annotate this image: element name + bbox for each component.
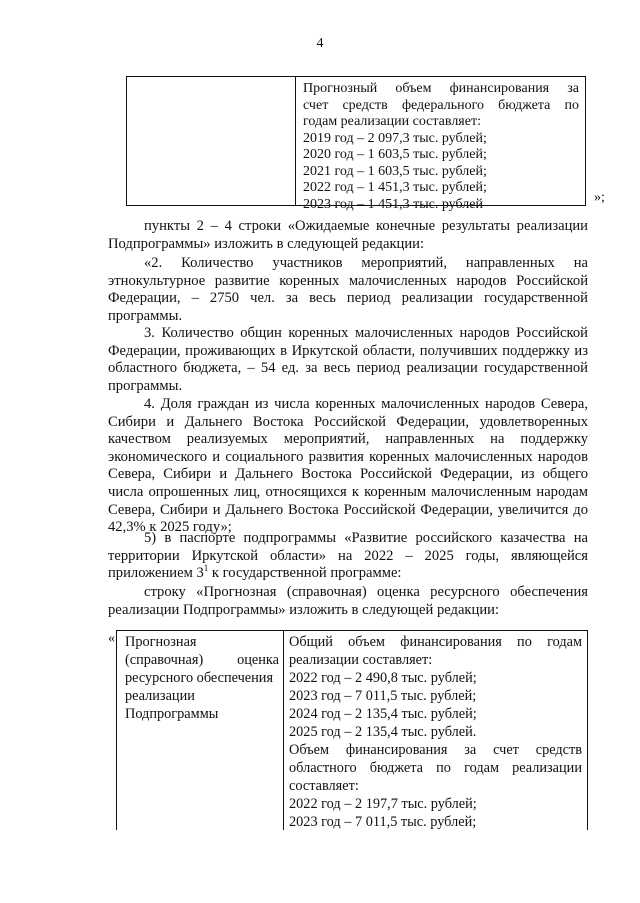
- paragraph-text: к государственной программе:: [208, 565, 402, 582]
- table-cell-values: [283, 630, 588, 830]
- paragraph: [108, 530, 588, 583]
- label-line: ресурсного обеспечения: [125, 670, 274, 686]
- table-line: 2019 год – 2 097,3 тыс. рублей;: [303, 130, 487, 146]
- table-resource-provision: [116, 630, 588, 830]
- table-line: счет средств федерального бюджета по: [303, 97, 579, 113]
- table-line: 2021 год – 1 603,5 тыс. рублей;: [303, 163, 487, 179]
- table-line: 2022 год – 2 197,7 тыс. рублей;: [289, 796, 477, 812]
- paragraph: пункты 2 – 4 строки «Ожидаемые конечные результаты реализации Подпрограммы» изложить в следующей редакции:: [108, 218, 588, 252]
- table-line: составляет:: [289, 778, 359, 794]
- label-line: Подпрограммы: [125, 706, 219, 722]
- paragraph: 3. Количество общин коренных малочисленных народов Российской Федерации, проживающих в Иркутской области, получивших поддержку из областного бюджета, – 54 ед. за весь период реализации государственной программы.: [108, 325, 588, 394]
- label-line: Прогнозная: [125, 634, 197, 650]
- label-line: [125, 651, 279, 669]
- table-cell-label: [116, 630, 284, 830]
- label-word: (справочная): [125, 652, 204, 668]
- table-line: 2022 год – 1 451,3 тыс. рублей;: [303, 180, 487, 195]
- table-line: 2022 год – 2 490,8 тыс. рублей;: [289, 670, 477, 686]
- closing-quote: »;: [594, 190, 605, 205]
- table-line: областного бюджета по годам реализации: [289, 760, 582, 776]
- table-line: 2023 год – 7 011,5 тыс. рублей;: [289, 688, 477, 704]
- table-line: 2020 год – 1 603,5 тыс. рублей;: [303, 147, 487, 162]
- label-word: оценка: [237, 652, 279, 668]
- table-line: Общий объем финансирования по годам: [289, 634, 582, 650]
- table-line: 2023 год – 7 011,5 тыс. рублей;: [289, 814, 477, 830]
- paragraph: 4. Доля граждан из числа коренных малочисленных народов Севера, Сибири и Дальнего Востока Российской Федерации, удовлетворенных качеством реализуемых мероприятий, направленных на поддержку экономического и социального развития коренных малочисленных народов Севера, Сибири и Дальнего Востока Российской Федерации, из общего числа опрошенных лиц, относящихся к коренным малочисленным народам Севера, Сибири и Дальнего Востока Российской Федерации, увеличится до 42,3% к 2025 году»;: [108, 396, 588, 536]
- superscript: 1: [203, 563, 209, 574]
- page-number: 4: [316, 36, 324, 51]
- table-continued: [126, 76, 586, 212]
- table-line: 2025 год – 2 135,4 тыс. рублей.: [289, 724, 477, 740]
- table-line: Объем финансирования за счет средств: [289, 742, 582, 758]
- table-line: годам реализации составляет:: [303, 114, 481, 129]
- paragraph: «2. Количество участников мероприятий, направленных на этнокультурное развитие коренных малочисленных народов Российской Федерации, – 2750 чел. за весь период реализации государственной программы.: [108, 255, 588, 324]
- table-line: 2024 год – 2 135,4 тыс. рублей;: [289, 706, 477, 722]
- opening-quote: «: [108, 631, 115, 646]
- label-line: реализации: [125, 688, 195, 704]
- paragraph: строку «Прогнозная (справочная) оценка ресурсного обеспечения реализации Подпрограммы» изложить в следующей редакции:: [108, 584, 588, 618]
- table-cell-left: [126, 76, 296, 206]
- table-line: реализации составляет:: [289, 652, 433, 668]
- table-line: Прогнозный объем финансирования за: [303, 81, 579, 96]
- paragraph-text: 5) в паспорте подпрограммы «Развитие российского казачества на территории Иркутской области» на 2022 – 2025 годы, являющейся приложением 3: [108, 530, 588, 582]
- table-cell-financing: [295, 76, 586, 212]
- table-line: 2023 год – 1 451,3 тыс. рублей: [303, 196, 483, 212]
